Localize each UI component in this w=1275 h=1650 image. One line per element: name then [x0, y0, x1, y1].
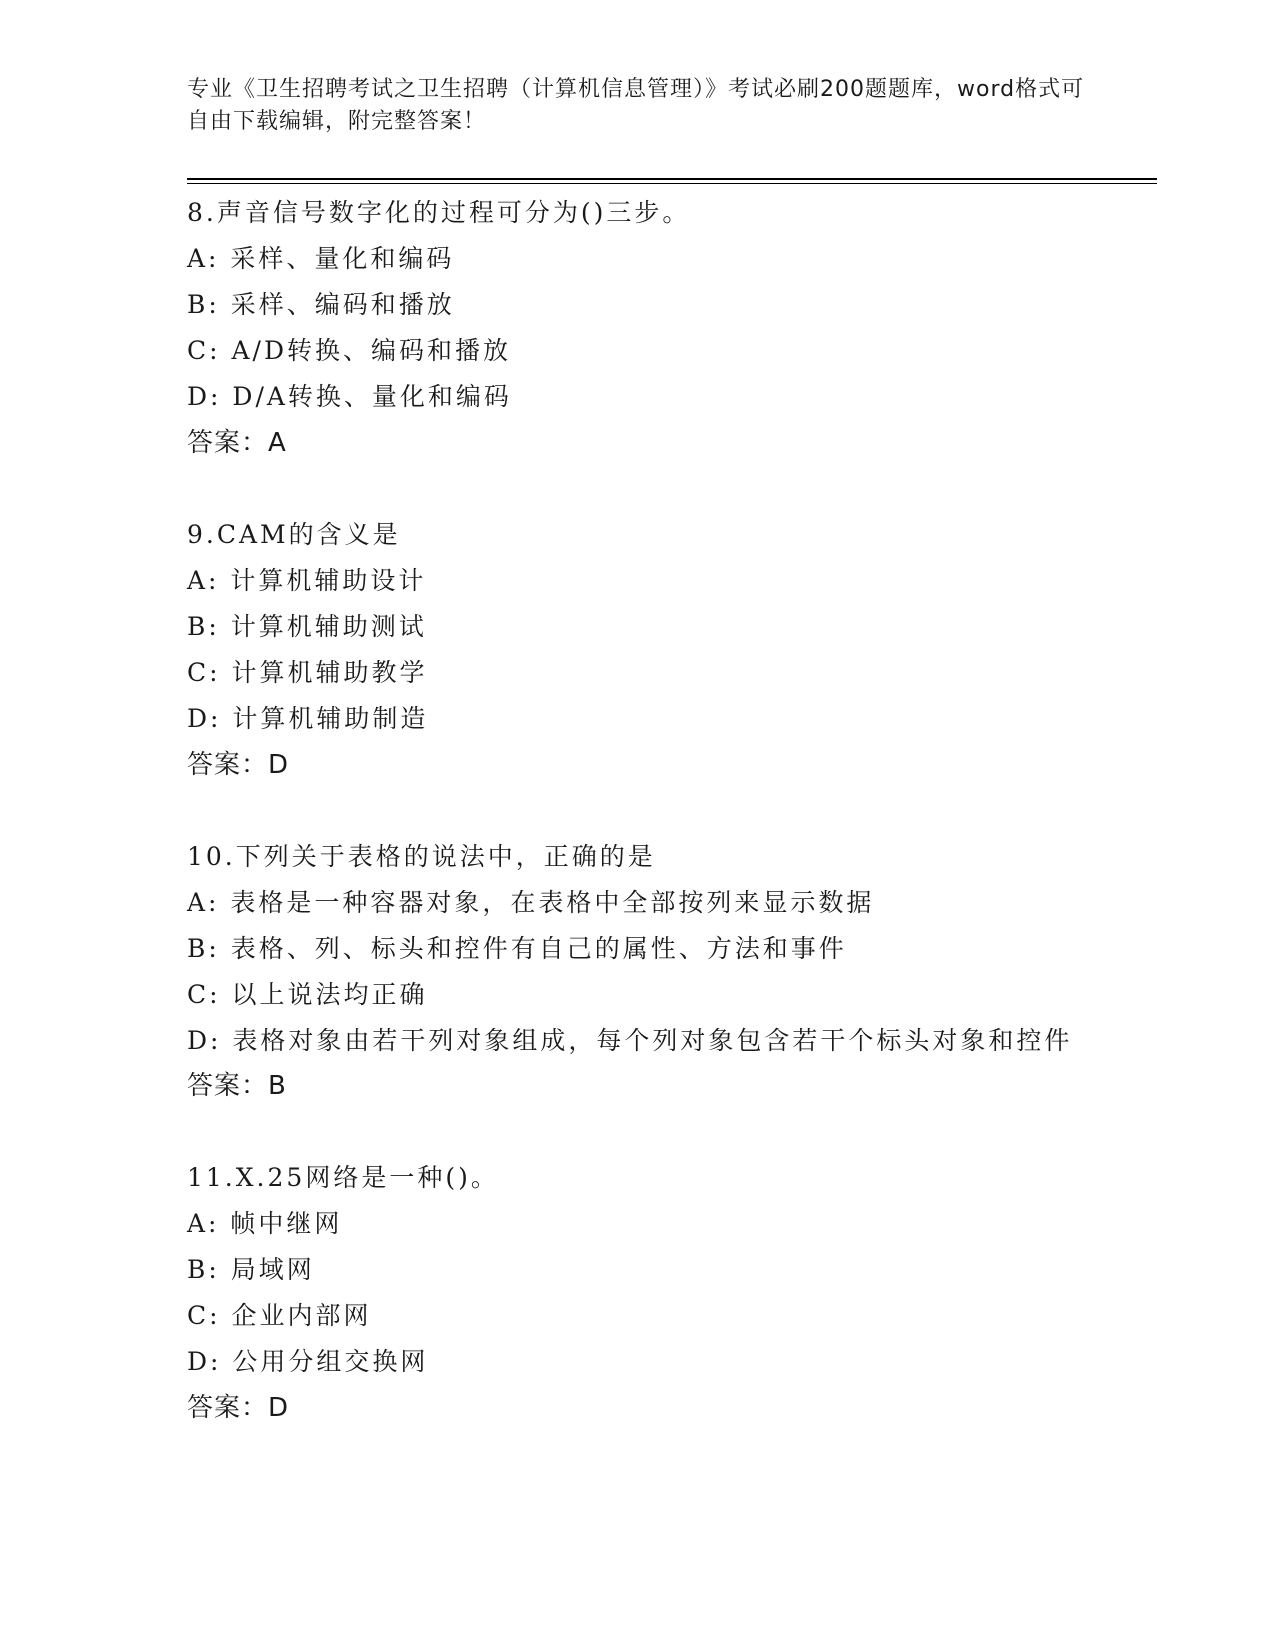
option-c: C: 计算机辅助教学	[187, 658, 428, 687]
option-c: C: 企业内部网	[187, 1301, 372, 1330]
option-b: B: 表格、列、标头和控件有自己的属性、方法和事件	[187, 934, 847, 963]
option-c: C: A/D转换、编码和播放	[187, 336, 512, 365]
question-stem: 9.CAM的含义是	[187, 520, 401, 549]
question-11	[187, 1155, 1087, 1431]
option-c: C: 以上说法均正确	[187, 980, 428, 1009]
option-d: D: 计算机辅助制造	[187, 704, 429, 733]
option-a: A: 计算机辅助设计	[187, 566, 427, 595]
answer-line: 答案：B	[187, 1071, 287, 1101]
question-stem: 11.X.25网络是一种()。	[187, 1163, 499, 1192]
question-stem: 10.下列关于表格的说法中，正确的是	[187, 842, 656, 871]
option-b: B: 局域网	[187, 1255, 315, 1284]
option-a: A: 采样、量化和编码	[187, 244, 455, 273]
question-8	[187, 190, 1087, 466]
option-b: B: 计算机辅助测试	[187, 612, 427, 641]
question-10	[187, 834, 1087, 1109]
option-a: A: 帧中继网	[187, 1209, 343, 1238]
header-rule-thick	[187, 178, 1157, 180]
question-stem: 8.声音信号数字化的过程可分为()三步。	[187, 198, 691, 227]
option-d: D: 表格对象由若干列对象组成，每个列对象包含若干个标头对象和控件	[187, 1026, 1073, 1055]
document-header: 专业《卫生招聘考试之卫生招聘（计算机信息管理）》考试必刷200题题库，word格式可自由下载编辑，附完整答案！	[187, 77, 1085, 134]
option-d: D: 公用分组交换网	[187, 1347, 429, 1376]
option-b: B: 采样、编码和播放	[187, 290, 455, 319]
question-list	[187, 190, 1087, 1431]
answer-line: 答案：D	[187, 1393, 290, 1423]
header-rule-thin	[187, 183, 1157, 184]
question-9	[187, 512, 1087, 788]
answer-line: 答案：A	[187, 428, 287, 458]
answer-line: 答案：D	[187, 750, 290, 780]
option-a: A: 表格是一种容器对象，在表格中全部按列来显示数据	[187, 888, 875, 917]
option-d: D: D/A转换、量化和编码	[187, 382, 512, 411]
